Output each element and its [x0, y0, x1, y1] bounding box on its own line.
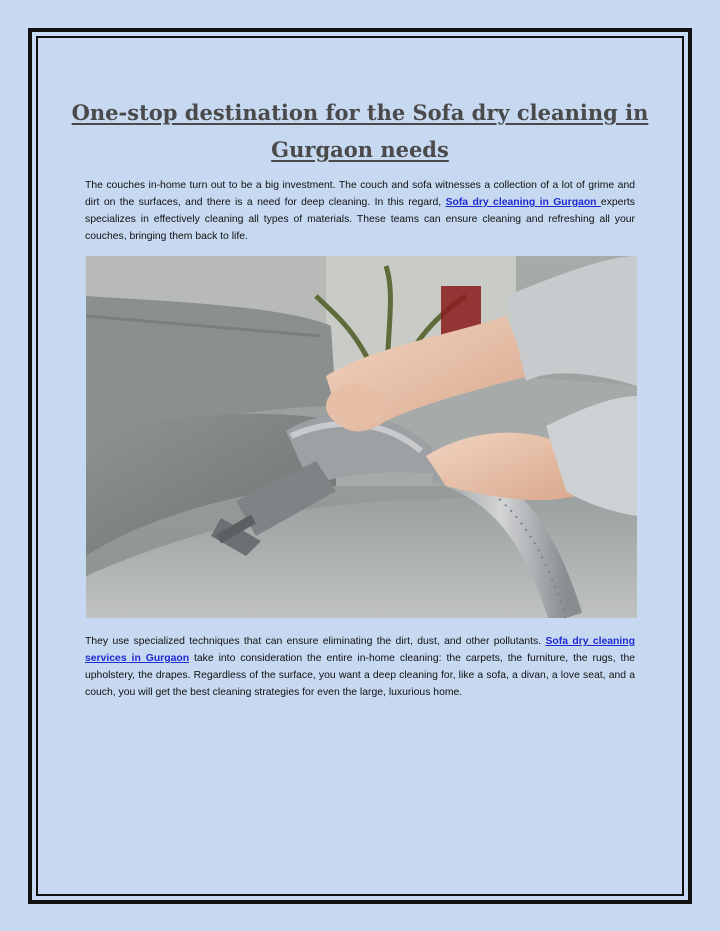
- page-title: One-stop destination for the Sofa dry cleaning in Gurgaon needs: [71, 100, 649, 162]
- sofa-dry-cleaning-services-link[interactable]: Sofa dry cleaning services in Gurgaon: [85, 636, 635, 664]
- intro-text-start: The couches in-home turn out to be a big investment. The couch and sofa witnesses a collection of a lot of grime and dirt on the surfaces, and there is a need for deep cleaning. In this regard,: [85, 180, 635, 208]
- services-text-end: take into consideration the entire in-home cleaning: the carpets, the furniture, the rugs, the upholstery, the drapes. Regardless of the surface, you want a deep cleaning for, like a sofa, a divan, a love seat, and a couch, you will get the best cleaning strategies for even the large, luxurious home.: [85, 653, 636, 698]
- sofa-dry-cleaning-link[interactable]: Sofa dry cleaning in Gurgaon: [445, 197, 601, 208]
- intro-paragraph: [85, 177, 635, 245]
- services-paragraph: [85, 633, 635, 701]
- intro-text-end: experts specializes in effectively cleaning all types of materials. These teams can ensure cleaning and refreshing all your couches, bringing them back to life.: [85, 197, 635, 242]
- services-text-start: They use specialized techniques that can ensure eliminating the dirt, dust, and other pollutants.: [85, 636, 546, 647]
- sofa-vacuum-cleaning-photo: [86, 256, 637, 618]
